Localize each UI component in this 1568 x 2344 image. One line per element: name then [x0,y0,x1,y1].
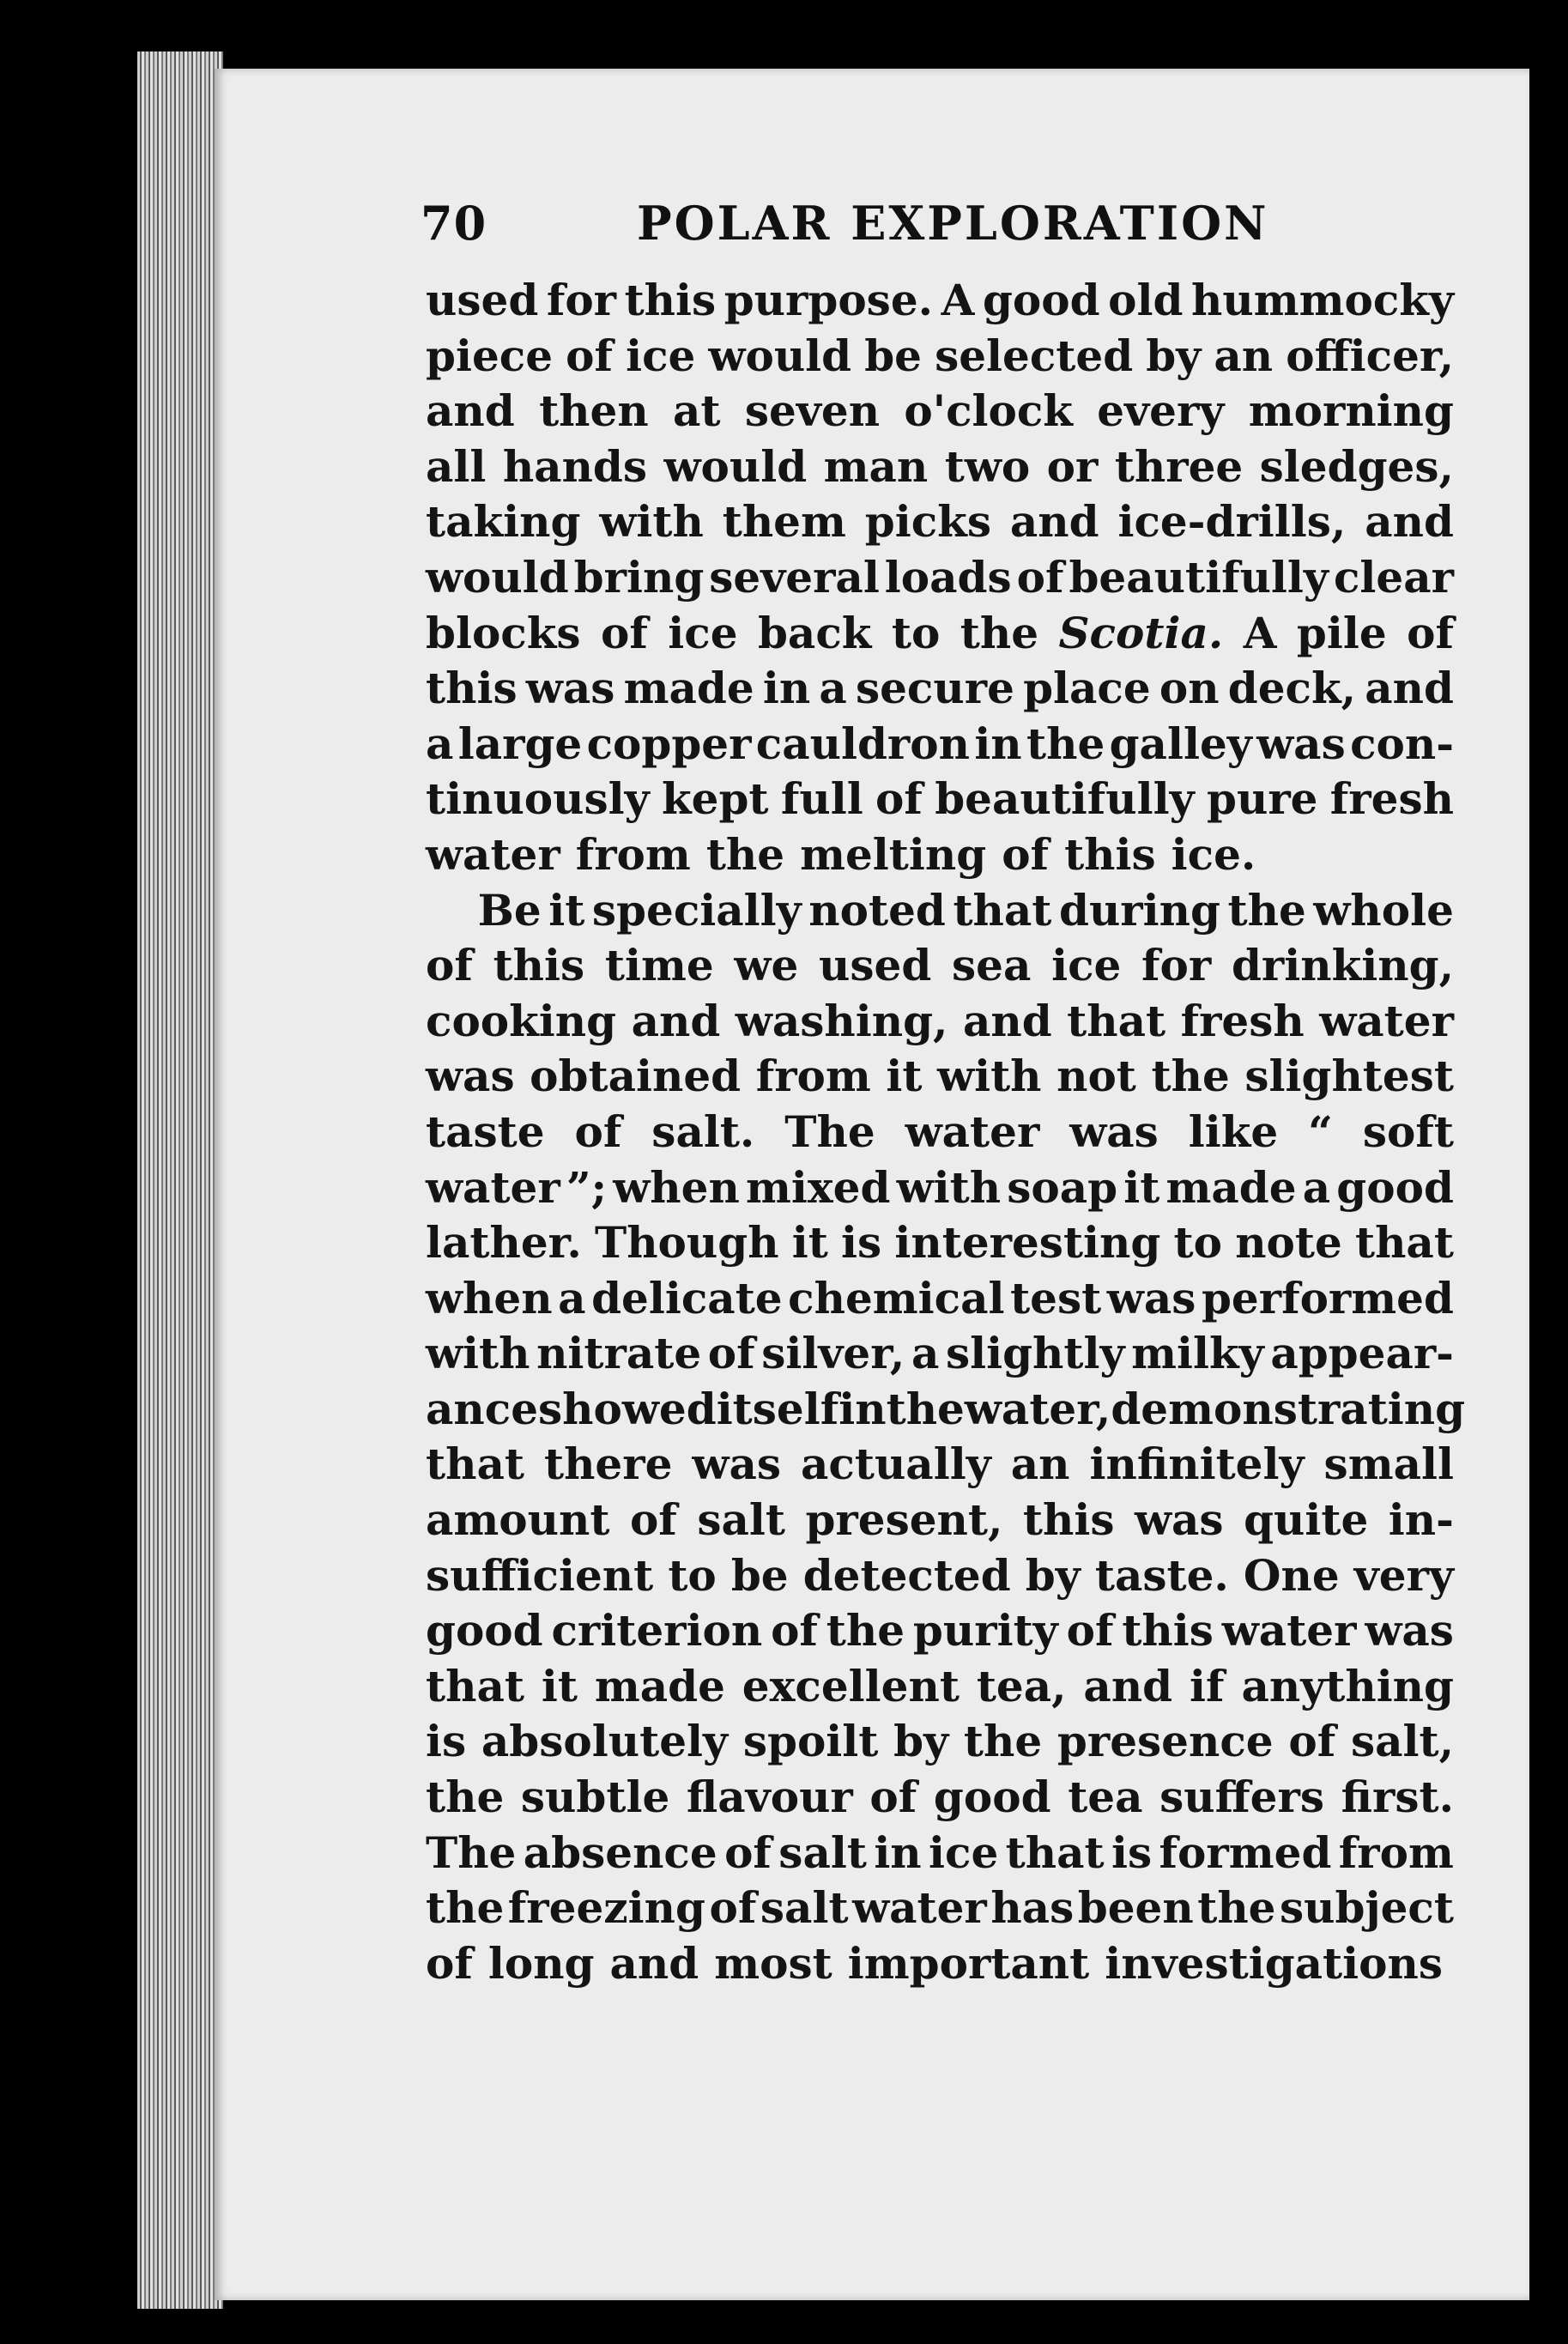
page-header [421,196,1450,264]
text-line: when a delicate chemical test was performed [426,1272,1454,1323]
text-line: cooking and washing, and that fresh water [426,995,1454,1046]
text-line: blocks of ice back to the Scotia. A pile of [426,607,1454,658]
text-line: all hands would man two or three sledges, [426,440,1454,492]
text-line: The absence of salt in ice that is formed from [426,1826,1454,1878]
text-line: of this time we used sea ice for drinking, [426,940,1454,991]
text-line: ance showed itself in the water, demonstrating [426,1383,1466,1434]
text-line: amount of salt present, this was quite in- [426,1494,1454,1546]
text-line: of long and most important investigations [426,1937,1443,1989]
text-line: with nitrate of silver, a slightly milky appear- [426,1328,1454,1379]
text-line: is absolutely spoilt by the presence of salt, [426,1716,1454,1767]
body-text [426,273,1466,1991]
text-line: taking with them picks and ice-drills, and [426,496,1454,548]
text-line: the freezing of salt water has been the subject [426,1882,1454,1934]
page-number: 70 [421,196,487,251]
text-line: tinuously kept full of beautifully pure fresh [426,773,1454,825]
text-line: that there was actually an infinitely small [426,1439,1454,1490]
text-line: piece of ice would be selected by an officer, [426,330,1454,381]
text-line: sufficient to be detected by taste. One very [426,1549,1454,1601]
text-line: a large copper cauldron in the galley was con- [426,718,1454,769]
text-line: the subtle flavour of good tea suffers first. [426,1772,1454,1823]
text-line: good criterion of the purity of this water was [426,1605,1454,1657]
text-line: and then at seven o'clock every morning [426,385,1454,437]
text-line: lather. Though it is interesting to note that [426,1217,1454,1269]
text-line: water from the melting of this ice. [426,828,1256,880]
text-line: water ”; when mixed with soap it made a good [426,1161,1454,1213]
text-line: was obtained from it with not the slightest [426,1051,1454,1102]
text-line: this was made in a secure place on deck, and [426,663,1454,714]
text-line: Be it specially noted that during the whole [477,884,1454,936]
book-page-edges [137,51,223,2309]
text-line: that it made excellent tea, and if anything [426,1660,1454,1711]
text-line: would bring several loads of beautifully clear [426,551,1454,603]
text-line: used for this purpose. A good old hummocky [426,275,1454,325]
running-head: POLAR EXPLORATION [637,196,1269,251]
text-line: taste of salt. The water was like “ soft [426,1105,1454,1157]
